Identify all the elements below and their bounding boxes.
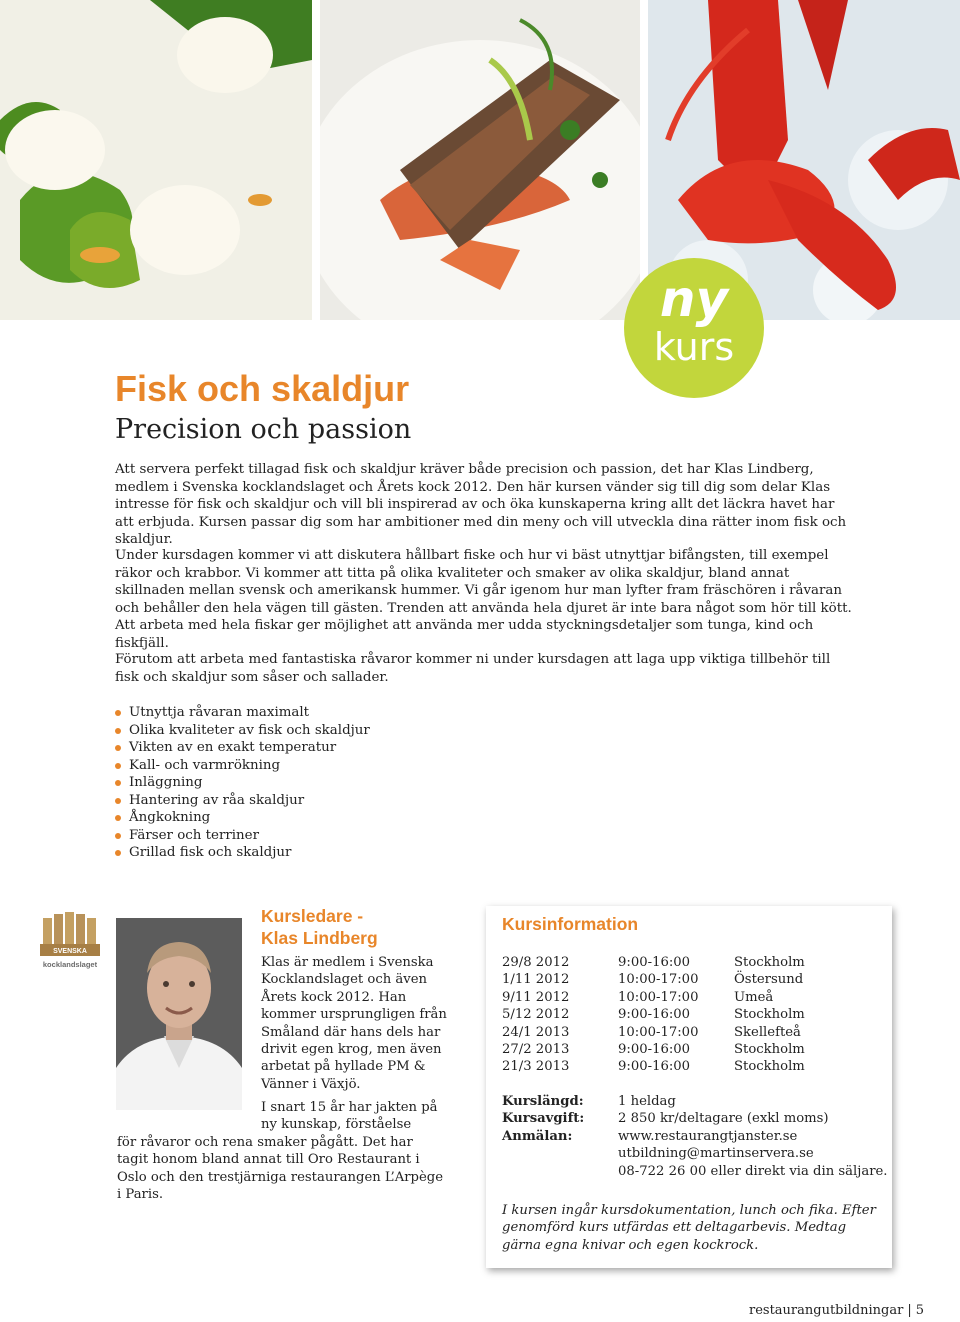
signup-email: utbildning@martinservera.se <box>618 1146 814 1162</box>
length-label: Kurslängd: <box>502 1094 584 1109</box>
fee-value: 2 850 kr/deltagare (exkl moms) <box>618 1111 829 1127</box>
length-value: 1 heldag <box>618 1094 676 1109</box>
list-item: Kall- och varmrökning <box>115 757 370 775</box>
leader-bio: Klas är medlem i Svenska Kocklandslaget och även Årets kock 2012. Han kommer ursprungligen från Småland där hans dels har drivit egen krog, men även arbetat på hyllade PM & Vänner i Växjö. <box>261 955 447 1092</box>
schedule-city: Stockholm <box>734 1059 805 1075</box>
badge-line-ny: ny <box>659 270 729 328</box>
table-row <box>502 971 805 988</box>
page-footer: restaurangutbildningar | 5 <box>748 1303 924 1318</box>
svg-text:kocklandslaget: kocklandslaget <box>42 960 98 969</box>
course-content-paragraph: Under kursdagen kommer vi att diskutera hållbart fiske och hur vi bäst utnyttjar bifångsten, till exempel räkor och krabbor. Vi kommer att titta på olika kvaliteter och smaker av olika skaldjur, bland annat skillnaden mellan svensk och amerikansk hummer. Vi går igenom hur man lyfter fram fräschören i råvaran och behåller den hela vägen till gästen. Trenden att använda hela djuret är inte bara något som hör till kött. Att arbeta med hela fiskar ger möjlighet att använda mer udda styckningsdetaljer som tunga, kind och fiskfjäll. <box>115 548 852 651</box>
accompaniments-paragraph: Förutom att arbeta med fantastiska råvaror kommer ni under kursdagen att laga upp viktiga tillbehör till fisk och skaldjur som såser och sallader. <box>115 652 831 685</box>
schedule-city: Stockholm <box>734 1042 805 1058</box>
schedule-date: 24/1 2013 <box>502 1024 570 1040</box>
schedule-date: 27/2 2013 <box>502 1042 570 1058</box>
course-info-box <box>486 906 892 1268</box>
table-row <box>502 1041 805 1058</box>
page-subtitle: Precision och passion <box>115 414 412 445</box>
signup-phone: 08-722 26 00 eller direkt via din säljare. <box>618 1163 888 1179</box>
new-course-badge <box>624 258 764 398</box>
course-note: I kursen ingår kursdokumentation, lunch och fika. Efter genomförd kurs utfärdas ett deltagarbevis. Medtag gärna egna knivar och egen kockrock. <box>502 1203 876 1253</box>
badge-line-kurs: kurs <box>653 325 735 369</box>
list-item: Ångkokning <box>115 809 370 827</box>
table-row <box>502 1006 805 1023</box>
chef-portrait <box>116 918 242 1110</box>
info-title: Kursinformation <box>502 914 639 934</box>
schedule-city: Umeå <box>734 989 774 1005</box>
page-number: 5 <box>915 1303 924 1318</box>
schedule-time: 9:00-16:00 <box>618 1042 691 1058</box>
schedule-time: 10:00-17:00 <box>618 989 699 1005</box>
schedule-date: 29/8 2012 <box>502 955 570 970</box>
list-item: Olika kvaliteter av fisk och skaldjur <box>115 722 370 740</box>
svg-text:SVENSKA: SVENSKA <box>53 948 87 955</box>
schedule-date: 21/3 2013 <box>502 1059 570 1075</box>
fee-label: Kursavgift: <box>502 1111 585 1127</box>
schedule-city: Östersund <box>734 972 804 988</box>
course-facts <box>502 1093 888 1180</box>
schedule-city: Stockholm <box>734 955 805 970</box>
list-item: Utnyttja råvaran maximalt <box>115 704 370 722</box>
list-item: Vikten av en exakt temperatur <box>115 739 370 757</box>
list-item: Hantering av råa skaldjur <box>115 792 370 810</box>
photo-salmon-dish <box>320 0 640 320</box>
schedule-date: 1/11 2012 <box>502 972 570 988</box>
schedule-time: 9:00-16:00 <box>618 955 691 970</box>
schedule-date: 5/12 2012 <box>502 1007 570 1023</box>
page-title: Fisk och skaldjur <box>115 368 410 409</box>
leader-bio-continued: I snart 15 år har jakten på ny kunskap, förståelse <box>261 1100 438 1133</box>
topic-list <box>115 704 370 862</box>
kocklandslaget-logo <box>38 912 102 974</box>
schedule-city: Skellefteå <box>734 1024 801 1040</box>
photo-scallop-dish <box>0 0 312 320</box>
list-item: Inläggning <box>115 774 370 792</box>
list-item: Färser och terriner <box>115 827 370 845</box>
intro-paragraph: Att servera perfekt tillagad fisk och skaldjur kräver både precision och passion, det har Klas Lindberg, medlem i Svenska kocklandslaget och Årets kock 2012. Den här kursen vänder sig till dig som delar Klas intresse för fisk och skaldjur och vill bli inspirerad av och öka kunskaperna kring allt det läckra havet har att erbjuda. Kursen passar dig som har ambitioner med din meny och vill utveckla dina rätter inom fisk och skaldjur. <box>115 462 847 548</box>
table-row <box>502 989 805 1006</box>
list-item: Grillad fisk och skaldjur <box>115 844 370 862</box>
schedule-table <box>502 954 805 1076</box>
schedule-date: 9/11 2012 <box>502 989 570 1005</box>
leader-heading-name: Klas Lindberg <box>261 928 378 948</box>
schedule-time: 10:00-17:00 <box>618 1024 699 1040</box>
leader-heading <box>261 905 378 949</box>
signup-web: www.restaurangtjanster.se <box>618 1128 798 1144</box>
table-row <box>502 954 805 971</box>
schedule-time: 10:00-17:00 <box>618 972 699 988</box>
table-row <box>502 1024 805 1041</box>
leader-bio-continued-wide: för råvaror och rena smaker pågått. Det har tagit honom bland annat till Oro Restaurant i Oslo och den trestjärniga restaurangen L’Arpège i Paris. <box>117 1135 444 1203</box>
schedule-city: Stockholm <box>734 1007 805 1023</box>
table-row <box>502 1058 805 1075</box>
signup-label: Anmälan: <box>502 1128 573 1144</box>
schedule-time: 9:00-16:00 <box>618 1059 691 1075</box>
schedule-time: 9:00-16:00 <box>618 1007 691 1023</box>
leader-heading-line1: Kursledare - <box>261 906 364 926</box>
footer-section: restaurangutbildningar <box>748 1303 904 1318</box>
